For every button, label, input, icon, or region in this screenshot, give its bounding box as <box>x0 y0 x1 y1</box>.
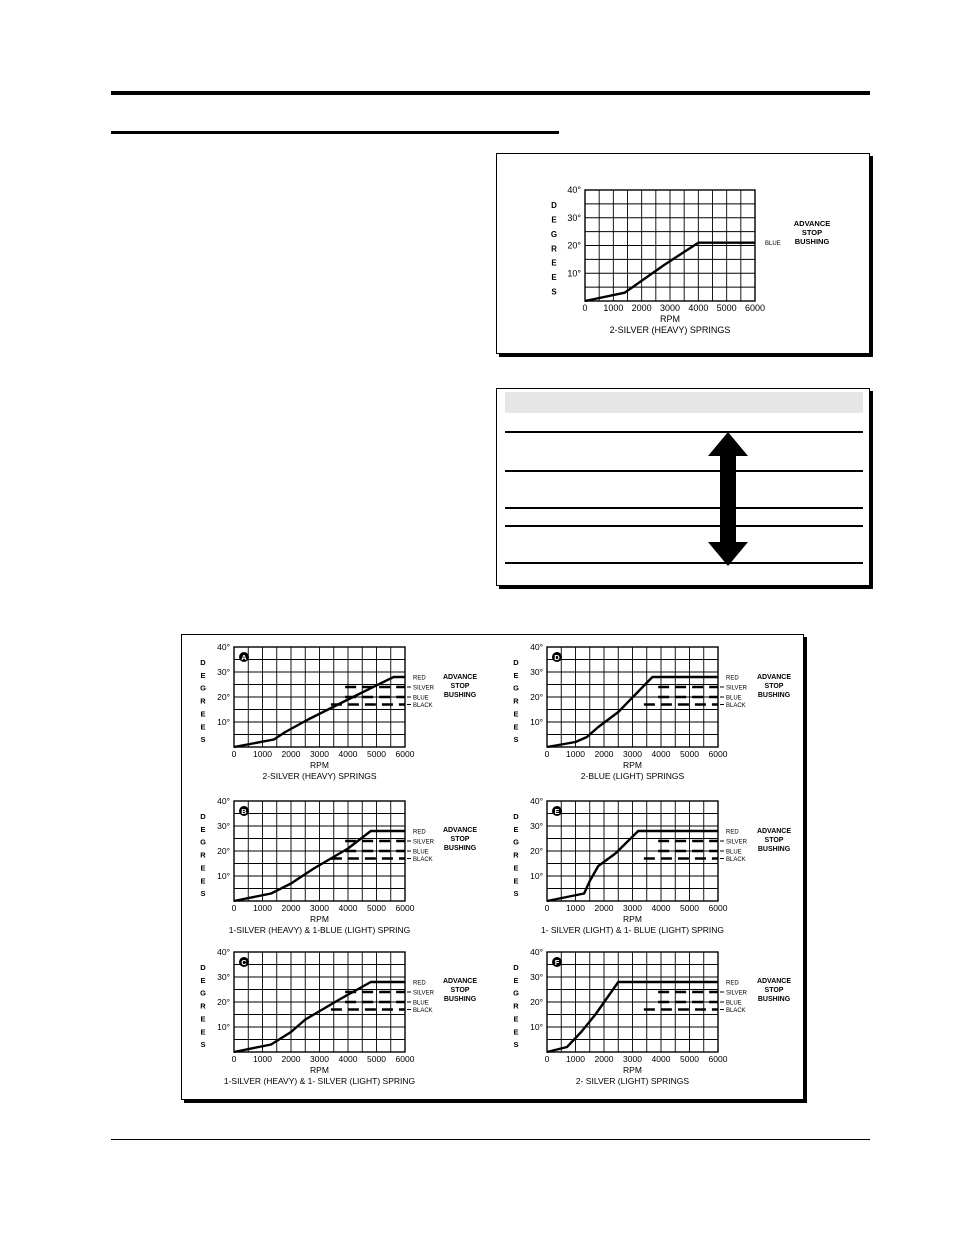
advance-stop-bushing-label: ADVANCE <box>442 674 478 681</box>
y-axis-label-letter: E <box>513 670 519 680</box>
y-tick-label: 30° <box>530 821 543 831</box>
table-rule <box>505 525 863 527</box>
y-axis-label-letter: R <box>200 696 206 706</box>
advance-stop-bushing-label: STOP <box>764 837 784 844</box>
x-tick-label: 3000 <box>623 749 642 759</box>
chart-caption: 2- SILVER (LIGHT) SPRINGS <box>575 1076 690 1086</box>
chart-caption: 1-SILVER (HEAVY) & 1- SILVER (LIGHT) SPRING <box>223 1076 416 1086</box>
y-axis-label-letter: E <box>513 1014 519 1024</box>
y-tick-label: 20° <box>217 692 230 702</box>
y-axis-label-letter: E <box>200 709 206 719</box>
double-headed-arrow-icon <box>708 432 748 566</box>
y-axis-label-letter: G <box>200 988 206 998</box>
y-axis-label-letter: E <box>513 876 519 886</box>
stop-label-red: RED <box>413 829 426 836</box>
y-axis-label-letter: S <box>513 889 519 899</box>
advance-curve-chart-e <box>496 788 806 940</box>
x-tick-label: 3000 <box>310 749 329 759</box>
stop-label-black: BLACK <box>413 1008 433 1014</box>
stop-label-red: RED <box>726 829 739 836</box>
panel-letter: E <box>554 806 560 816</box>
advance-stop-bushing-label: BUSHING <box>794 237 830 246</box>
advance-stop-bushing-label: STOP <box>764 987 784 994</box>
y-axis-label-letter: G <box>513 683 519 693</box>
advance-stop-bushing-label: ADVANCE <box>756 978 792 985</box>
chart-caption: 2-SILVER (HEAVY) SPRINGS <box>609 325 731 335</box>
x-tick-label: 1000 <box>253 1054 272 1064</box>
y-tick-label: 30° <box>530 972 543 982</box>
section-rule <box>111 131 559 134</box>
y-axis-label-letter: G <box>200 683 206 693</box>
stop-label-silver: SILVER <box>413 839 434 846</box>
x-tick-label: 3000 <box>310 903 329 913</box>
chart-caption: 1-SILVER (HEAVY) & 1-BLUE (LIGHT) SPRING <box>228 925 411 935</box>
x-tick-label: 5000 <box>716 303 737 313</box>
panel-letter: A <box>241 652 247 662</box>
x-tick-label: 2000 <box>631 303 652 313</box>
y-axis-label-letter: E <box>513 709 519 719</box>
advance-stop-bushing-label: ADVANCE <box>756 674 792 681</box>
panel-letter: C <box>241 957 247 967</box>
x-tick-label: 1000 <box>603 303 624 313</box>
x-tick-label: 5000 <box>680 1054 699 1064</box>
x-tick-label: 5000 <box>367 749 386 759</box>
y-axis-label-letter: R <box>513 850 519 860</box>
advance-stop-bushing-label: STOP <box>450 836 470 843</box>
x-tick-label: 6000 <box>744 303 766 313</box>
advance-stop-bushing-label: STOP <box>801 228 823 237</box>
y-axis-label-letter: E <box>513 863 519 873</box>
y-axis-label-letter: S <box>513 1040 519 1050</box>
x-axis-label: RPM <box>310 1065 329 1075</box>
x-axis-label: RPM <box>623 914 642 924</box>
y-axis-label-letter: R <box>200 850 206 860</box>
y-tick-label: 30° <box>217 667 230 677</box>
y-axis-label-letter: D <box>551 201 557 210</box>
y-axis-label-letter: D <box>513 963 519 972</box>
y-axis-label-letter: D <box>200 658 206 667</box>
y-axis-label-letter: D <box>513 658 519 667</box>
x-tick-label: 1000 <box>253 903 272 913</box>
y-axis-label-letter: D <box>200 812 206 821</box>
stop-label-red: RED <box>413 980 426 987</box>
x-tick-label: 2000 <box>281 1054 301 1064</box>
advance-curve-chart-d <box>496 635 806 785</box>
x-tick-label: 6000 <box>395 749 415 759</box>
x-tick-label: 2000 <box>281 903 301 913</box>
y-tick-label: 10° <box>530 1022 543 1032</box>
x-tick-label: 4000 <box>651 1054 671 1064</box>
y-axis-label-letter: G <box>513 837 519 847</box>
advance-stop-bushing-label: BUSHING <box>757 692 791 699</box>
x-tick-label: 0 <box>231 1054 237 1064</box>
stop-label-red: RED <box>413 675 426 682</box>
x-tick-label: 4000 <box>651 903 671 913</box>
x-tick-label: 6000 <box>395 1054 415 1064</box>
x-tick-label: 0 <box>582 303 588 313</box>
stop-label-blue: BLUE <box>413 849 429 856</box>
x-tick-label: 3000 <box>659 303 681 313</box>
y-axis-label-letter: S <box>200 735 206 745</box>
y-tick-label: 30° <box>217 972 230 982</box>
y-tick-label: 20° <box>567 240 581 251</box>
y-axis-label-letter: E <box>200 722 206 732</box>
y-tick-label: 20° <box>217 846 230 856</box>
advance-stop-bushing-label: BUSHING <box>443 996 477 1003</box>
y-axis-label-letter: E <box>513 824 519 834</box>
y-tick-label: 40° <box>530 796 543 806</box>
x-tick-label: 6000 <box>708 1054 728 1064</box>
panel-letter: F <box>554 957 560 967</box>
x-tick-label: 1000 <box>566 1054 585 1064</box>
y-axis-label-letter: E <box>551 258 557 268</box>
x-tick-label: 3000 <box>623 1054 642 1064</box>
chart-caption: 2-BLUE (LIGHT) SPRINGS <box>580 771 685 781</box>
x-tick-label: 0 <box>231 749 237 759</box>
advance-curve-chart-b <box>182 788 492 940</box>
stop-label-silver: SILVER <box>726 685 747 692</box>
stop-label-red: RED <box>726 980 739 987</box>
chart-caption: 1- SILVER (LIGHT) & 1- BLUE (LIGHT) SPRING <box>540 925 725 935</box>
y-axis-label-letter: G <box>200 837 206 847</box>
y-axis-label-letter: G <box>550 229 558 239</box>
panel-letter: D <box>554 652 560 662</box>
x-tick-label: 2000 <box>594 1054 614 1064</box>
y-axis-label-letter: E <box>200 824 206 834</box>
stop-label-blue: BLUE <box>765 241 781 248</box>
x-tick-label: 4000 <box>338 1054 358 1064</box>
table-rule <box>505 470 863 472</box>
y-tick-label: 20° <box>530 692 543 702</box>
x-axis-label: RPM <box>623 1065 642 1075</box>
y-axis-label-letter: E <box>200 1027 206 1037</box>
advance-curves-panel <box>181 634 804 1100</box>
advance-stop-bushing-label: STOP <box>450 987 470 994</box>
y-tick-label: 10° <box>217 717 230 727</box>
y-axis-label-letter: E <box>551 273 557 283</box>
stop-label-black: BLACK <box>726 703 746 709</box>
stop-label-black: BLACK <box>726 1008 746 1014</box>
advance-stop-bushing-label: ADVANCE <box>442 827 478 834</box>
y-axis-label-letter: S <box>200 889 206 899</box>
x-tick-label: 6000 <box>395 903 415 913</box>
x-tick-label: 2000 <box>594 903 614 913</box>
table-header <box>505 392 863 413</box>
y-axis-label-letter: E <box>200 1014 206 1024</box>
x-tick-label: 1000 <box>566 749 585 759</box>
x-tick-label: 1000 <box>566 903 585 913</box>
x-tick-label: 4000 <box>338 749 358 759</box>
stop-label-silver: SILVER <box>726 839 747 846</box>
y-tick-label: 10° <box>217 1022 230 1032</box>
advance-stop-bushing-label: ADVANCE <box>793 219 831 228</box>
advance-stop-bushing-label: BUSHING <box>757 846 791 853</box>
advance-curve-chart-f <box>496 940 806 1092</box>
top-advance-curve-chart <box>497 154 869 353</box>
x-tick-label: 4000 <box>651 749 671 759</box>
x-tick-label: 2000 <box>281 749 301 759</box>
y-tick-label: 40° <box>217 947 230 957</box>
x-tick-label: 0 <box>544 903 550 913</box>
top-chart-panel <box>496 153 870 354</box>
x-tick-label: 6000 <box>708 749 728 759</box>
advance-curve-chart-a <box>182 635 492 785</box>
y-axis-label-letter: E <box>513 722 519 732</box>
advance-stop-bushing-label: BUSHING <box>443 692 477 699</box>
y-axis-label-letter: E <box>200 670 206 680</box>
y-axis-label-letter: E <box>513 975 519 985</box>
x-tick-label: 0 <box>544 749 550 759</box>
x-tick-label: 0 <box>544 1054 550 1064</box>
x-tick-label: 6000 <box>708 903 728 913</box>
y-axis-label-letter: E <box>200 975 206 985</box>
y-tick-label: 40° <box>530 642 543 652</box>
advance-stop-bushing-label: STOP <box>450 683 470 690</box>
y-axis-label-letter: R <box>513 696 519 706</box>
stop-label-black: BLACK <box>413 703 433 709</box>
x-tick-label: 3000 <box>310 1054 329 1064</box>
y-tick-label: 10° <box>217 871 230 881</box>
y-axis-label-letter: R <box>551 244 557 254</box>
x-tick-label: 0 <box>231 903 237 913</box>
y-tick-label: 30° <box>567 212 581 223</box>
stop-label-black: BLACK <box>413 857 433 863</box>
y-tick-label: 30° <box>217 821 230 831</box>
table-rule <box>505 431 863 433</box>
stop-label-black: BLACK <box>726 857 746 863</box>
stop-label-blue: BLUE <box>413 695 429 702</box>
x-axis-label: RPM <box>660 314 680 324</box>
y-axis-label-letter: D <box>513 812 519 821</box>
stop-label-silver: SILVER <box>726 990 747 997</box>
y-tick-label: 40° <box>217 796 230 806</box>
stop-label-red: RED <box>726 675 739 682</box>
y-axis-label-letter: D <box>200 963 206 972</box>
y-axis-label-letter: S <box>551 287 557 297</box>
y-tick-label: 40° <box>217 642 230 652</box>
y-axis-label-letter: E <box>551 215 557 225</box>
y-axis-label-letter: E <box>200 863 206 873</box>
stop-label-blue: BLUE <box>726 849 742 856</box>
y-tick-label: 20° <box>530 846 543 856</box>
advance-stop-bushing-label: STOP <box>764 683 784 690</box>
x-tick-label: 4000 <box>688 303 709 313</box>
stop-label-silver: SILVER <box>413 685 434 692</box>
y-tick-label: 10° <box>530 717 543 727</box>
y-tick-label: 20° <box>530 997 543 1007</box>
advance-stop-bushing-label: BUSHING <box>757 996 791 1003</box>
y-tick-label: 30° <box>530 667 543 677</box>
spring-table-panel <box>496 388 870 586</box>
table-rule <box>505 507 863 509</box>
y-axis-label-letter: G <box>513 988 519 998</box>
y-axis-label-letter: E <box>200 876 206 886</box>
x-axis-label: RPM <box>310 760 329 770</box>
panel-letter: B <box>241 806 247 816</box>
chart-caption: 2-SILVER (HEAVY) SPRINGS <box>262 771 377 781</box>
stop-label-blue: BLUE <box>726 1000 742 1007</box>
advance-stop-bushing-label: BUSHING <box>443 845 477 852</box>
x-tick-label: 4000 <box>338 903 358 913</box>
advance-stop-bushing-label: ADVANCE <box>756 828 792 835</box>
y-axis-label-letter: R <box>200 1001 206 1011</box>
footer-rule <box>111 1139 870 1140</box>
x-tick-label: 5000 <box>680 903 699 913</box>
y-tick-label: 10° <box>567 268 581 279</box>
stop-label-blue: BLUE <box>726 695 742 702</box>
x-tick-label: 2000 <box>594 749 614 759</box>
x-tick-label: 1000 <box>253 749 272 759</box>
advance-curve-chart-c <box>182 940 492 1092</box>
table-rule <box>505 562 863 564</box>
x-axis-label: RPM <box>310 914 329 924</box>
x-tick-label: 5000 <box>680 749 699 759</box>
y-tick-label: 40° <box>530 947 543 957</box>
stop-label-blue: BLUE <box>413 1000 429 1007</box>
y-axis-label-letter: S <box>200 1040 206 1050</box>
x-tick-label: 3000 <box>623 903 642 913</box>
x-tick-label: 5000 <box>367 903 386 913</box>
y-axis-label-letter: R <box>513 1001 519 1011</box>
y-axis-label-letter: E <box>513 1027 519 1037</box>
stop-label-silver: SILVER <box>413 990 434 997</box>
y-axis-label-letter: S <box>513 735 519 745</box>
y-tick-label: 40° <box>567 185 581 195</box>
y-tick-label: 10° <box>530 871 543 881</box>
y-tick-label: 20° <box>217 997 230 1007</box>
x-axis-label: RPM <box>623 760 642 770</box>
x-tick-label: 5000 <box>367 1054 386 1064</box>
advance-stop-bushing-label: ADVANCE <box>442 978 478 985</box>
header-rule <box>111 91 870 95</box>
